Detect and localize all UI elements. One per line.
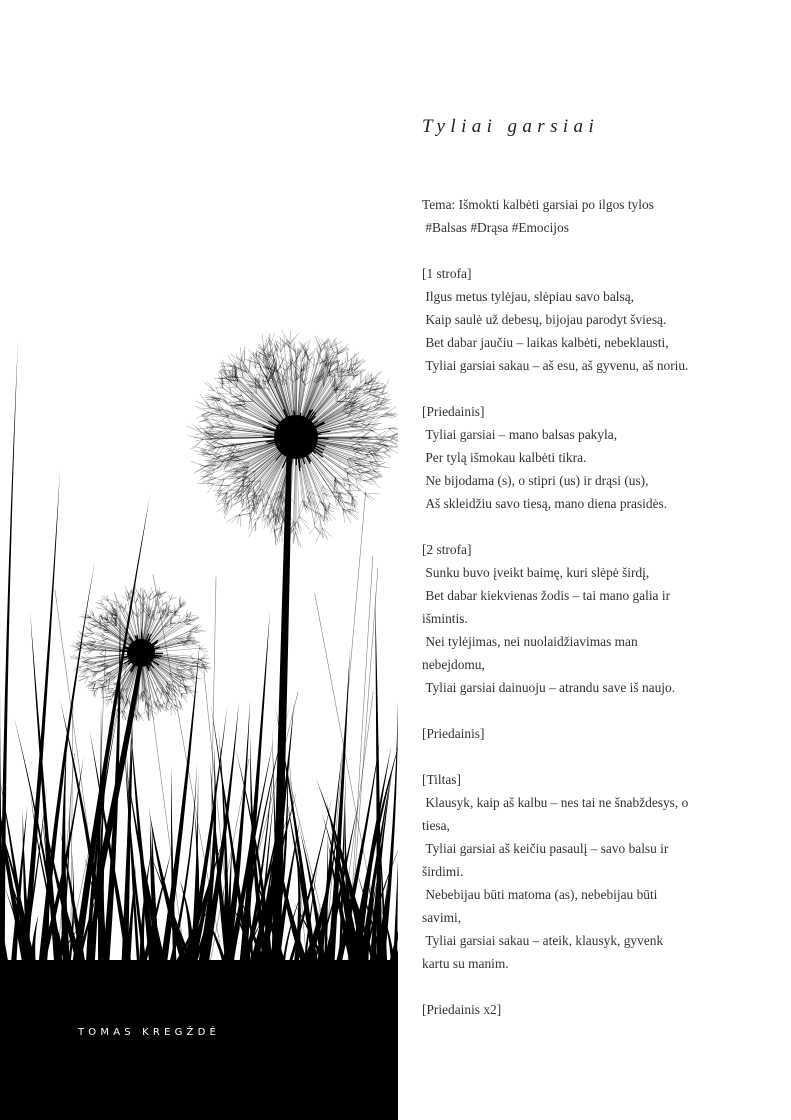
section-heading: [Priedainis x2] — [422, 1002, 502, 1017]
poem-tags: #Balsas #Drąsa #Emocijos — [422, 220, 569, 235]
verse-line: Nebebijau būti matoma (as), nebebijau būti savimi, — [422, 887, 661, 925]
section-heading: [1 strofa] — [422, 266, 472, 281]
verse-line: Bet dabar jaučiu – laikas kalbėti, nebeklausti, — [422, 335, 669, 350]
section-heading: [Priedainis] — [422, 404, 485, 419]
verse-line: Tyliai garsiai dainuoju – atrandu save iš naujo. — [422, 680, 676, 695]
large-dandelion-seedhead — [187, 329, 398, 547]
ground-silhouette — [0, 960, 398, 1120]
verse-line: Tyliai garsiai – mano balsas pakyla, — [422, 427, 618, 442]
verse-line: Per tylą išmokau kalbėti tikra. — [422, 450, 587, 465]
poem-theme: Tema: Išmokti kalbėti garsiai po ilgos tylos — [422, 197, 654, 212]
verse-line: Tyliai garsiai sakau – ateik, klausyk, gyvenk kartu su manim. — [422, 933, 667, 971]
verse-line: Sunku buvo įveikt baimę, kuri slėpė širdį, — [422, 565, 650, 580]
section-heading: [Priedainis] — [422, 726, 485, 741]
verse-line: Tyliai garsiai sakau – aš esu, aš gyvenu, aš noriu. — [422, 358, 689, 373]
verse-line: Ilgus metus tylėjau, slėpiau savo balsą, — [422, 289, 634, 304]
poem-body — [422, 193, 690, 1021]
verse-line: Bet dabar kiekvienas žodis – tai mano galia ir išmintis. — [422, 588, 674, 626]
section-heading: [2 strofa] — [422, 542, 472, 557]
section-heading: [Tiltas] — [422, 772, 461, 787]
verse-line: Ne bijodama (s), o stipri (us) ir drąsi (us), — [422, 473, 649, 488]
poem-title: Tyliai garsiai — [422, 116, 600, 137]
verse-line: Kaip saulė už debesų, bijojau parodyt šviesą. — [422, 312, 667, 327]
verse-line: Klausyk, kaip aš kalbu – nes tai ne šnabždesys, o tiesa, — [422, 795, 692, 833]
small-dandelion-seedhead — [70, 585, 212, 721]
verse-line: Tyliai garsiai aš keičiu pasaulį – savo balsu ir širdimi. — [422, 841, 672, 879]
verse-line: Aš skleidžiu savo tiesą, mano diena prasidės. — [422, 496, 668, 511]
author-name: TOMAS KREGŽDĖ — [78, 1027, 221, 1038]
verse-line: Nei tylėjimas, nei nuolaidžiavimas man nebejdomu, — [422, 634, 642, 672]
